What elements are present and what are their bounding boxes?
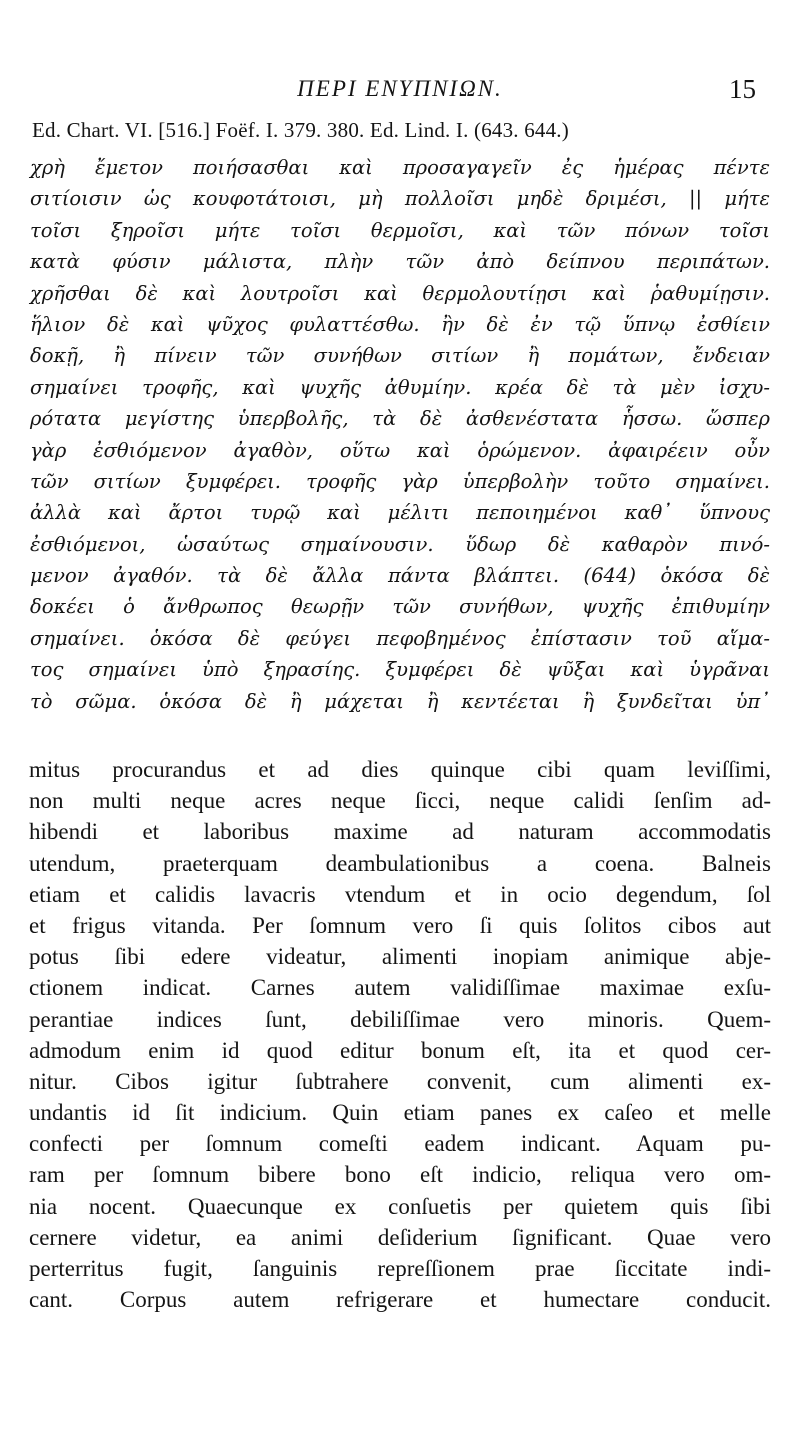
greek-line: τῶν σιτίων ξυμφέρει. τροφῆς γὰρ ὑπερβολὴν τοῦτο σημαίνει. [30,469,770,493]
latin-line: perterritus fugit, ſanguinis repreſſionem prae ſiccitate indi- [29,1256,771,1281]
greek-line: σημαίνει τροφῆς, καὶ ψυχῆς ἀθυμίην. κρέα δὲ τὰ μὲν ἰσχυ- [30,375,770,399]
latin-line: utendum, praeterquam deambulationibus a coena. Balneis [29,850,771,876]
greek-line: δοκῇ, ἢ πίνειν τῶν συνήθων σιτίων ἢ πομάτων, ἔνδειαν [30,344,770,368]
latin-line: confecti per ſomnum comeſti eadem indicant. Aquam pu- [29,1131,771,1157]
page-number: 15 [729,74,756,104]
latin-line: nia nocent. Quaecunque ex conſuetis per quietem quis ſibi [29,1193,771,1219]
latin-line: ram per ſomnum bibere bono eſt indicio, reliqua vero om- [29,1162,771,1188]
latin-line: hibendi et laboribus maxime ad naturam accommodatis [29,819,771,845]
greek-text-block [30,152,770,717]
greek-line: ἥλιον δὲ καὶ ψῦχος φυλαττέσθω. ἢν δὲ ἐν τῷ ὕπνῳ ἐσθίειν [30,312,770,336]
greek-line: γὰρ ἐσθιόμενον ἀγαθὸν, οὕτω καὶ ὁρώμενον. ἀφαιρέειν οὖν [30,438,770,462]
latin-text-block [29,754,771,1315]
latin-line: undantis id ſit indicium. Quin etiam panes ex caſeo et melle [29,1100,771,1126]
greek-line: σημαίνει. ὁκόσα δὲ φεύγει πεφοβημένος ἐπίστασιν τοῦ αἵμα- [30,626,770,650]
greek-line: ρότατα μεγίστης ὑπερβολῆς, τὰ δὲ ἀσθενέστατα ἧσσω. ὥσπερ [30,407,770,431]
greek-line: σιτίοισιν ὡς κουφοτάτοισι, μὴ πολλοῖσι μηδὲ δριμέσι, || μήτε [30,187,770,211]
latin-line: et frigus vitanda. Per ſomnum vero ſi quis ſolitos cibos aut [29,912,771,938]
greek-line: δοκέει ὁ ἄνθρωπος θεωρῇν τῶν συνήθων, ψυχῆς ἐπιθυμίην [30,595,770,619]
greek-line: ἀλλὰ καὶ ἄρτοι τυρῷ καὶ μέλιτι πεποιημένοι καθ᾽ ὕπνους [30,501,770,525]
edition-reference: Ed. Chart. VI. [516.] Foëf. I. 379. 380. Ed. Lind. I. (643. 644.) [32,118,569,142]
greek-line: χρὴ ἔμετον ποιήσασθαι καὶ προσαγαγεῖν ἐς ἡμέρας πέντε [30,156,770,179]
latin-line: admodum enim id quod editur bonum eſt, ita et quod cer- [29,1037,771,1063]
running-head [40,74,760,110]
greek-line: κατὰ φύσιν μάλιστα, πλὴν τῶν ἀπὸ δείπνου περιπάτων. [30,250,770,274]
latin-line: perantiae indices ſunt, debiliſſimae vero minoris. Quem- [29,1006,771,1032]
latin-line: non multi neque acres neque ſicci, neque calidi ſenſim ad- [29,788,771,814]
greek-line: μενον ἀγαθόν. τὰ δὲ ἄλλα πάντα βλάπτει. (644) ὁκόσα δὲ [30,564,770,588]
latin-line: cant. Corpus autem refrigerare et humectare conducit. [29,1287,771,1313]
greek-line: τοῖσι ξηροῖσι μήτε τοῖσι θερμοῖσι, καὶ τῶν πόνων τοῖσι [30,218,770,242]
greek-line: ἐσθιόμενοι, ὡσαύτως σημαίνουσιν. ὕδωρ δὲ καθαρὸν πινό- [30,532,770,556]
greek-line: τος σημαίνει ὑπὸ ξηρασίης. ξυμφέρει δὲ ψῦξαι καὶ ὑγρᾶναι [30,658,770,682]
latin-line: ctionem indicat. Carnes autem validiſſimae maximae exſu- [29,975,771,1001]
latin-line: mitus procurandus et ad dies quinque cibi quam leviſſimi, [29,757,771,782]
running-title: ΠΕΡΙ ΕΝΥΠΝΙΩΝ. [297,76,503,101]
latin-line: cernere videtur, ea animi deſiderium ſignificant. Quae vero [29,1224,771,1250]
greek-line: τὸ σῶμα. ὁκόσα δὲ ἢ μάχεται ἢ κεντέεται ἢ ξυνδεῖται ὑπ᾽ [30,689,770,713]
greek-line: χρῆσθαι δὲ καὶ λουτροῖσι καὶ θερμολουτίῃσι καὶ ῥαθυμίῃσιν. [30,281,770,305]
latin-line: etiam et calidis lavacris vtendum et in ocio degendum, ſol [29,881,771,907]
latin-line: nitur. Cibos igitur ſubtrahere convenit, cum alimenti ex- [29,1068,771,1094]
latin-line: potus ſibi edere videatur, alimenti inopiam animique abje- [29,944,771,970]
